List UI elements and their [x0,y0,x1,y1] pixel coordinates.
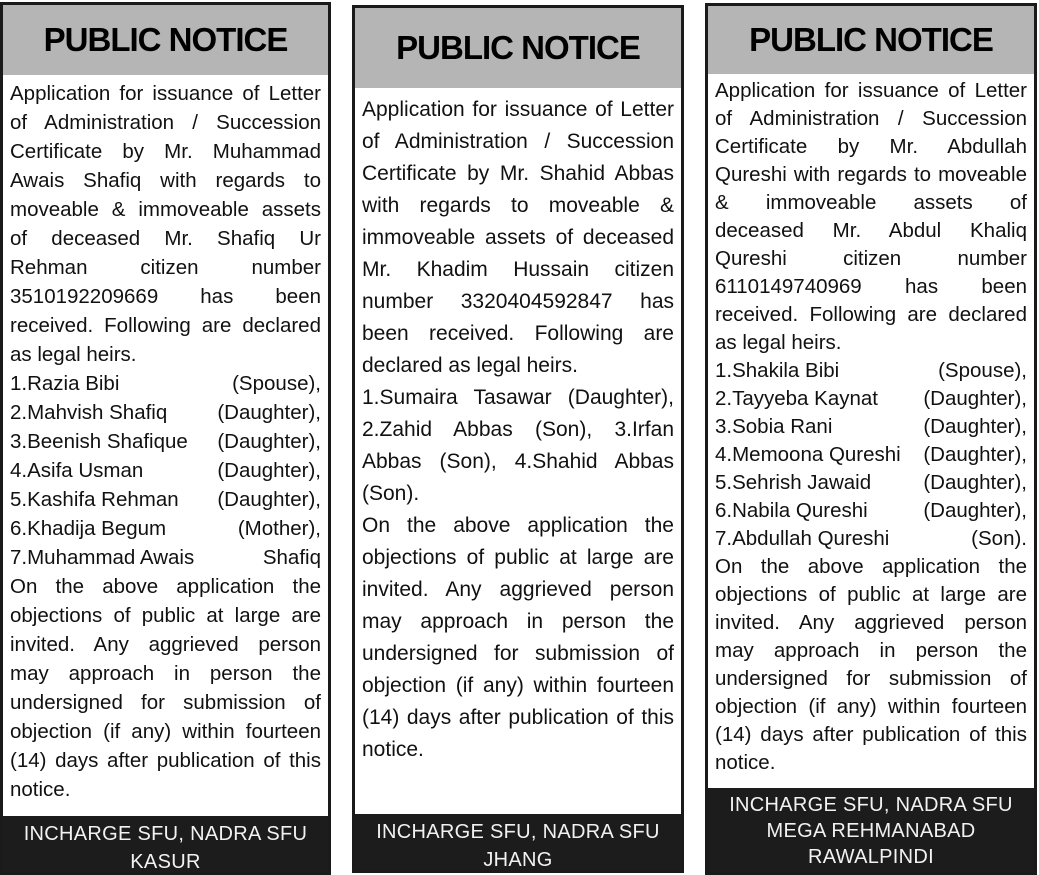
notice-body [3,75,328,816]
notice-intro: Application for issuance of Letter of Administration / Succession Certificate by Mr. Abdullah Qureshi with regards to moveable & immoveable assets of deceased Mr. Abdul Khaliq Qureshi citizen number 6110149740969 has been received. Following are declared as legal heirs. [715,79,1027,354]
heirs-text: 1.Sumaira Tasawar (Daughter), 2.Zahid Abbas (Son), 3.Irfan Abbas (Son), 4.Shahid Abbas (Son). [362,386,674,505]
heir-item: 5.Sehrish Jawaid (Daughter), [715,471,1027,494]
notice-objection: On the above application the objections of public at large are invited. Any aggrieved person may approach in person the undersigned for submission of objection (if any) within fourteen (14) days after publication of this notice. [715,555,1027,774]
heir-item: 7.Muhammad Awais Shafiq [10,546,321,569]
public-notice-jhang [352,5,684,873]
heir-item: 1.Razia Bibi (Spouse), [10,372,321,395]
footer-line: INCHARGE SFU, NADRA SFU [729,794,1013,816]
heir-item: 7.Abdullah Qureshi (Son). [715,527,1027,550]
notice-intro: Application for issuance of Letter of Administration / Succession Certificate by Mr. Muhammad Awais Shafiq with regards to moveable & immoveable assets of deceased Mr. Shafiq Ur Rehman citizen number 3510192209669 has been received. Following are declared as legal heirs. [10,82,321,366]
heir-item: 2.Tayyeba Kaynat (Daughter), [715,387,1027,410]
notice-footer [708,788,1034,872]
notice-intro: Application for issuance of Letter of Administration / Succession Certificate by Mr. Shahid Abbas with regards to moveable & immoveable assets of deceased Mr. Khadim Hussain citizen number 3320404592847 has been received. Following are declared as legal heirs. [362,98,674,377]
heir-item: 3.Beenish Shafique (Daughter), [10,430,321,453]
public-notice-rawalpindi [705,3,1037,875]
heirs-list [10,369,321,572]
heir-item: 5.Kashifa Rehman (Daughter), [10,488,321,511]
footer-line: KASUR [130,851,201,873]
notice-objection: On the above application the objections of public at large are invited. Any aggrieved person may approach in person the undersigned for submission of objection (if any) within fourteen (14) days after publication of this notice. [362,514,674,761]
notice-body [708,74,1034,788]
footer-line: INCHARGE SFU, NADRA SFU [23,823,308,845]
heir-item: 3.Sobia Rani (Daughter), [715,415,1027,438]
heir-item: 2.Mahvish Shafiq (Daughter), [10,401,321,424]
notice-header: PUBLIC NOTICE [3,5,328,75]
heir-item: 1.Shakila Bibi (Spouse), [715,359,1027,382]
footer-line: RAWALPINDI [808,846,934,868]
notice-body [355,88,681,814]
footer-line: MEGA REHMANABAD [766,820,976,842]
heir-item: 6.Khadija Begum (Mother), [10,517,321,540]
footer-line: JHANG [483,849,553,871]
notice-header: PUBLIC NOTICE [708,6,1034,74]
public-notice-kasur [0,2,331,875]
heirs-list [715,357,1027,553]
heir-item: 4.Memoona Qureshi (Daughter), [715,443,1027,466]
notice-objection: On the above application the objections of public at large are invited. Any aggrieved person may approach in person the undersigned for submission of objection (if any) within fourteen (14) days after publication of this notice. [10,575,321,801]
heir-item: 4.Asifa Usman (Daughter), [10,459,321,482]
notice-footer [355,814,681,870]
notice-footer [3,816,328,872]
notice-header: PUBLIC NOTICE [355,8,681,88]
heir-item: 6.Nabila Qureshi (Daughter), [715,499,1027,522]
footer-line: INCHARGE SFU, NADRA SFU [376,821,660,843]
